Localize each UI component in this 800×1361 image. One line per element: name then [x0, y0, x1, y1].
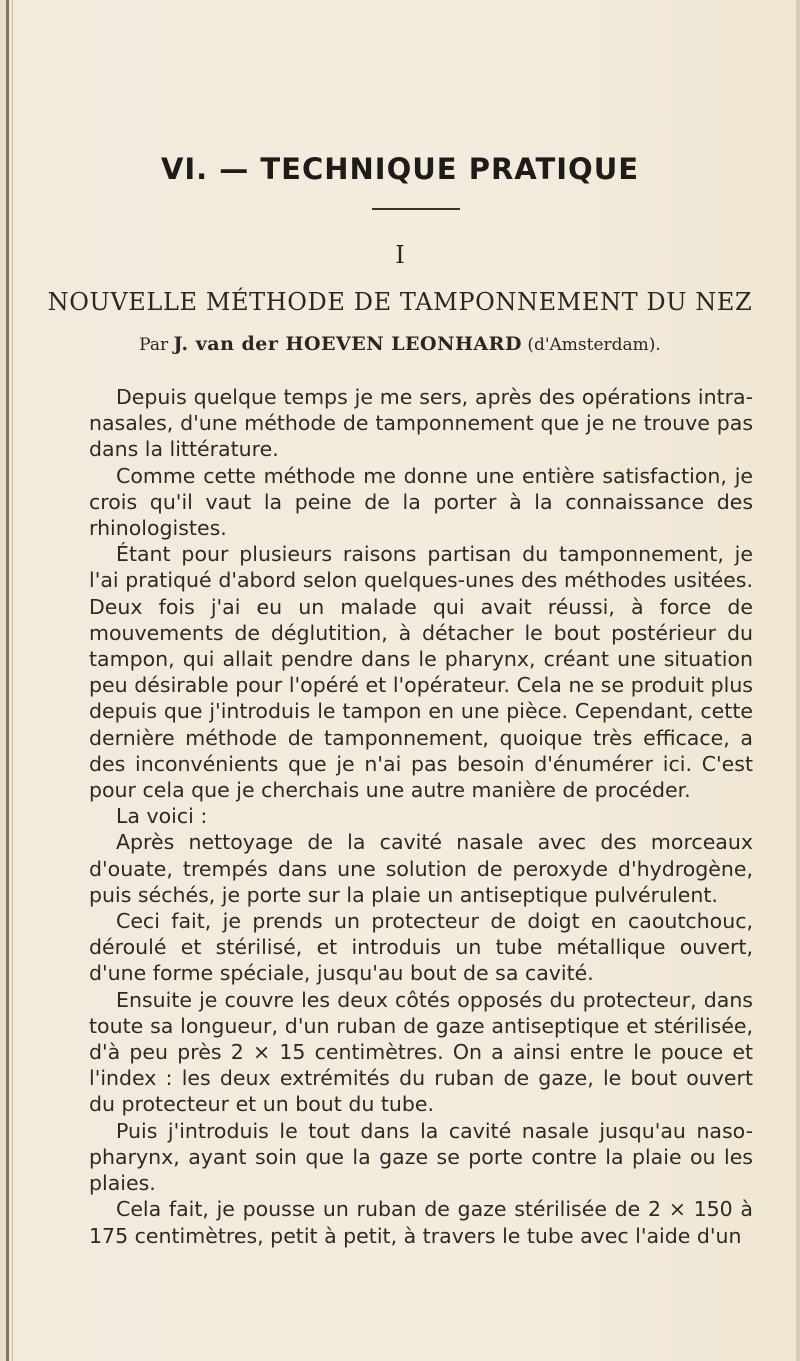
article-body: [89, 384, 753, 1249]
paragraph: Ceci fait, je prends un protecteur de doigt en caoutchouc, déroulé et stérilisé, et introduis un tube métallique ouvert, d'une forme spéciale, jusqu'au bout de sa cavité.: [89, 909, 753, 986]
paragraph: Étant pour plusieurs raisons partisan du tamponnement, je l'ai pratiqué d'abord selon quelques-unes des méthodes usitées. Deux fois j'ai eu un malade qui avait réussi, à force de mouvements de déglutition, à détacher le bout postérieur du tampon, qui allait pendre dans le pharynx, créant une situation peu désirable pour l'opéré et l'opérateur. Cela ne se produit plus depuis que j'introduis le tampon en une pièce. Cependant, cette dernière méthode de tamponnement, quoique très efficace, a des inconvénients que je n'ai pas besoin d'énumérer ici. C'est pour cela que je cherchais une autre manière de procéder.: [89, 542, 753, 803]
heading-rule: [372, 208, 460, 210]
section-number: I: [395, 241, 405, 269]
paragraph: Cela fait, je pousse un ruban de gaze stérilisée de 2 × 150 à 175 centimètres, petit à petit, à travers le tube avec l'aide d'un: [89, 1197, 753, 1248]
paragraph: Ensuite je couvre les deux côtés opposés du protecteur, dans toute sa longueur, d'un ruban de gaze antiseptique et stérilisée, d'à peu près 2 × 15 centimètres. On a ainsi entre le pouce et l'index : les deux extrémités du ruban de gaze, le bout ouvert du protecteur et un bout du tube.: [89, 987, 753, 1117]
article-title: NOUVELLE MÉTHODE DE TAMPONNEMENT DU NEZ: [47, 288, 753, 316]
paragraph: Depuis quelque temps je me sers, après des opérations intra-nasales, d'une méthode de tamponnement que je ne trouve pas dans la littérature.: [89, 385, 753, 462]
byline: [0, 333, 800, 355]
paragraph: Puis j'introduis le tout dans la cavité nasale jusqu'au naso-pharynx, ayant soin que la gaze se porte contre la plaie ou les plaies.: [89, 1118, 753, 1196]
paragraph: Comme cette méthode me donne une entière satisfaction, je crois qu'il vaut la peine de la porter à la connaissance des rhinologistes.: [89, 463, 753, 541]
page-binding-line: [12, 0, 13, 1361]
paragraph: Après nettoyage de la cavité nasale avec des morceaux d'ouate, trempés dans une solution de peroxyde d'hydrogène, puis séchés, je porte sur la plaie un antiseptique pulvérulent.: [89, 830, 753, 907]
page-right-edge: [796, 0, 800, 1361]
chapter-heading: VI. — TECHNIQUE PRATIQUE: [160, 152, 640, 186]
author-affiliation: (d'Amsterdam).: [527, 335, 661, 355]
byline-prefix: Par: [139, 335, 169, 355]
page-binding-edge: [6, 0, 9, 1361]
paragraph: La voici :: [116, 804, 208, 829]
author-name: J. van der HOEVEN LEONHARD: [173, 333, 522, 355]
